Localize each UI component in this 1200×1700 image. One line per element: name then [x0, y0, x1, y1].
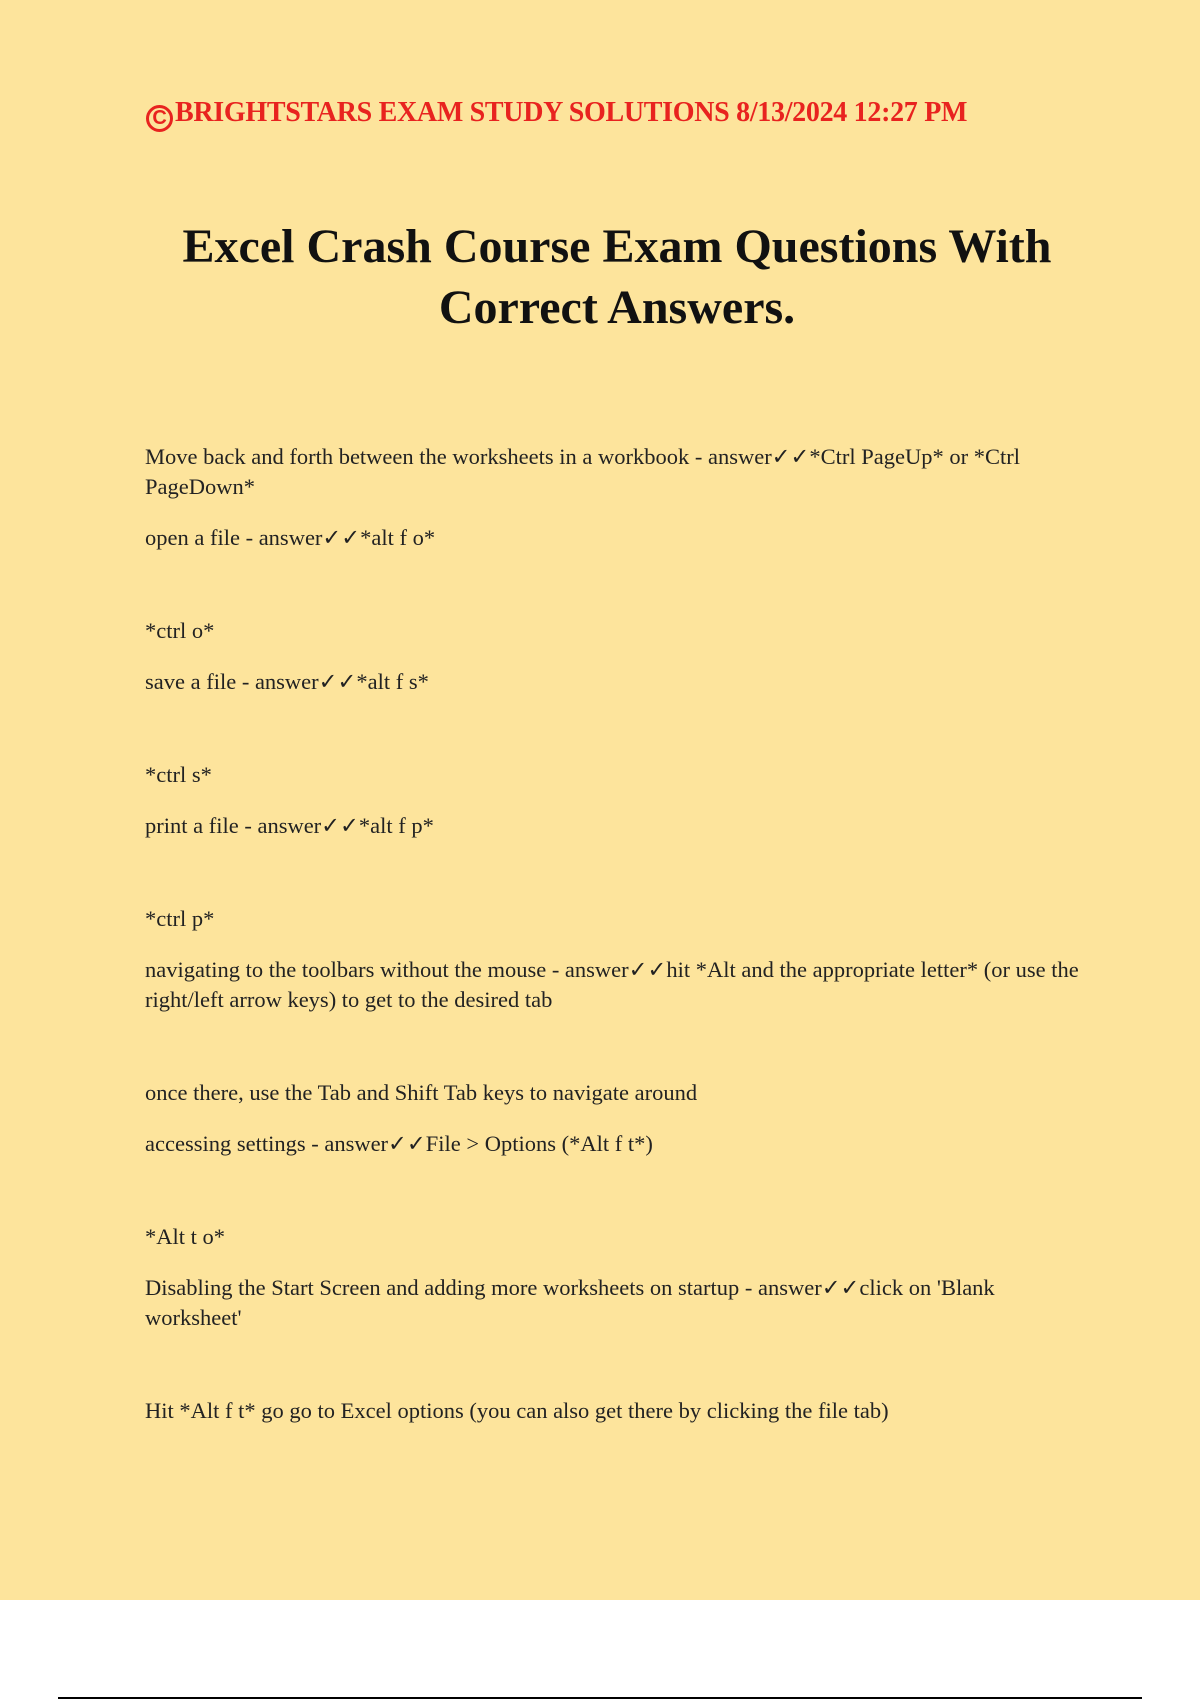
answer-continuation: *ctrl o*	[145, 618, 215, 643]
question-item: Move back and forth between the worksheets in a workbook - answer✓✓*Ctrl PageUp* or *Ctrl PageDown*	[145, 444, 1020, 499]
question-item: save a file - answer✓✓*alt f s*	[145, 669, 429, 694]
document-title-line-1: Excel Crash Course Exam Questions With	[182, 220, 1052, 273]
question-item: print a file - answer✓✓*alt f p*	[145, 813, 434, 838]
document-title-line-2: Correct Answers.	[438, 281, 796, 334]
answer-continuation: *Alt t o*	[145, 1224, 226, 1249]
question-item: Disabling the Start Screen and adding more worksheets on startup - answer✓✓click on 'Blank worksheet'	[145, 1275, 995, 1330]
answer-continuation: *ctrl p*	[145, 906, 215, 931]
answer-continuation: *ctrl s*	[145, 762, 212, 787]
question-item: accessing settings - answer✓✓File > Options (*Alt f t*)	[145, 1131, 653, 1156]
question-list	[145, 442, 1095, 1426]
watermark-header	[146, 97, 967, 132]
question-item: open a file - answer✓✓*alt f o*	[145, 525, 436, 550]
answer-continuation: Hit *Alt f t* go go to Excel options (you can also get there by clicking the file tab)	[145, 1398, 889, 1423]
question-item: navigating to the toolbars without the mouse - answer✓✓hit *Alt and the appropriate letter* (or use the right/left arrow keys) to get to the desired tab	[145, 957, 1079, 1012]
footer-divider	[58, 1697, 1142, 1699]
answer-continuation: once there, use the Tab and Shift Tab keys to navigate around	[145, 1080, 698, 1105]
copyright-icon: C	[146, 105, 173, 132]
watermark-header-text: BRIGHTSTARS EXAM STUDY SOLUTIONS 8/13/2024 12:27 PM	[175, 97, 968, 128]
document-title	[100, 216, 1134, 338]
